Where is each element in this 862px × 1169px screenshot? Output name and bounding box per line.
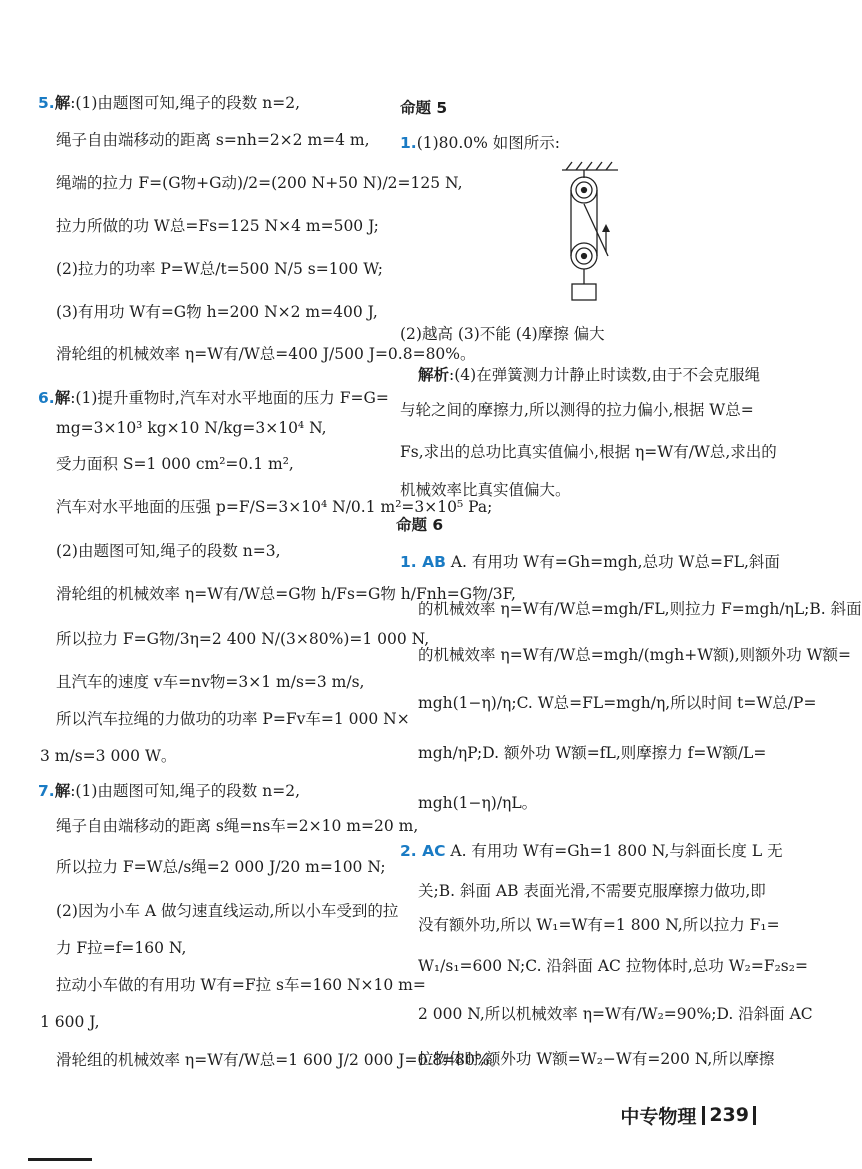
p6-answer-2-line-1: 2. AC A. 有用功 W有=Gh=1 800 N,与斜面长度 L 无 xyxy=(400,842,783,860)
fixed-pulley-axle xyxy=(582,188,587,193)
bottom-rule xyxy=(28,1158,92,1161)
p6-answer-2-line-3: 没有额外功,所以 W₁=W有=1 800 N,所以拉力 F₁= xyxy=(418,916,780,934)
section-heading-5: 命题 5 xyxy=(400,99,448,117)
answer-5-line-6: (3)有用功 W有=G物 h=200 N×2 m=400 J, xyxy=(56,303,378,321)
answer-5-line-1: 5.解:(1)由题图可知,绳子的段数 n=2, xyxy=(38,93,300,112)
section-heading-6: 命题 6 xyxy=(396,516,444,534)
footer-subject: 中专物理 xyxy=(620,1106,697,1128)
pull-arrow-icon xyxy=(602,224,610,232)
p6-answer-2-line-5: 2 000 N,所以机械效率 η=W有/W₂=90%;D. 沿斜面 AC xyxy=(418,1005,813,1023)
answer-6-line-9: 所以汽车拉绳的力做功的功率 P=Fv车=1 000 N× xyxy=(56,710,410,728)
p5-analysis-1: 解析:(4)在弹簧测力计静止时读数,由于不会克服绳 xyxy=(418,365,761,384)
p6-answer-1-line-2: 的机械效率 η=W有/W总=mgh/FL,则拉力 F=mgh/ηL;B. 斜面 xyxy=(418,600,862,618)
p5-analysis-3: Fs,求出的总功比真实值偏小,根据 η=W有/W总,求出的 xyxy=(400,443,777,461)
answer-6-line-3: 受力面积 S=1 000 cm²=0.1 m², xyxy=(56,455,294,473)
answer-5-line-3: 绳端的拉力 F=(G物+G动)/2=(200 N+50 N)/2=125 N, xyxy=(56,174,463,192)
p6-answer-2-line-6: 拉物体时,额外功 W额=W₂−W有=200 N,所以摩擦 xyxy=(418,1050,775,1068)
p6-answer-2-line-2: 关;B. 斜面 AB 表面光滑,不需要克服摩擦力做功,即 xyxy=(418,882,766,900)
page-number: 239 xyxy=(702,1106,756,1126)
ceiling-hatch xyxy=(566,162,612,170)
answer-6-line-2: mg=3×10³ kg×10 N/kg=3×10⁴ N, xyxy=(56,419,327,437)
p6-answer-1-line-1: 1. AB A. 有用功 W有=Gh=mgh,总功 W总=FL,斜面 xyxy=(400,553,780,571)
answer-7-line-6: 拉动小车做的有用功 W有=F拉 s车=160 N×10 m= xyxy=(56,976,426,994)
answer-5-line-2: 绳子自由端移动的距离 s=nh=2×2 m=4 m, xyxy=(56,131,370,149)
movable-pulley-axle xyxy=(582,254,587,259)
p6-answer-1-line-3: 的机械效率 η=W有/W总=mgh/(mgh+W额),则额外功 W额= xyxy=(418,646,851,664)
page-footer xyxy=(620,1102,756,1129)
answer-6-line-1: 6.解:(1)提升重物时,汽车对水平地面的压力 F=G= xyxy=(38,388,389,407)
answer-5-line-5: (2)拉力的功率 P=W总/t=500 N/5 s=100 W; xyxy=(56,260,384,278)
load-block xyxy=(572,284,596,300)
p5-answer-2: (2)越高 (3)不能 (4)摩擦 偏大 xyxy=(400,325,605,343)
p6-answer-1-line-5: mgh/ηP;D. 额外功 W额=fL,则摩擦力 f=W额/L= xyxy=(418,744,767,762)
answer-7-line-7: 1 600 J, xyxy=(40,1013,100,1031)
p5-answer-1: 1.(1)80.0% 如图所示: xyxy=(400,134,561,152)
answer-6-line-5: (2)由题图可知,绳子的段数 n=3, xyxy=(56,542,281,560)
answer-6-line-4: 汽车对水平地面的压强 p=F/S=3×10⁴ N/0.1 m²=3×10⁵ Pa; xyxy=(56,498,493,516)
answer-6-line-8: 且汽车的速度 v车=nv物=3×1 m/s=3 m/s, xyxy=(56,673,365,691)
answer-6-line-7: 所以拉力 F=G物/3η=2 400 N/(3×80%)=1 000 N, xyxy=(56,630,430,648)
p6-answer-2-line-4: W₁/s₁=600 N;C. 沿斜面 AC 拉物体时,总功 W₂=F₂s₂= xyxy=(418,957,808,975)
p6-answer-1-line-6: mgh(1−η)/ηL。 xyxy=(418,794,538,812)
p6-answer-1-line-4: mgh(1−η)/η;C. W总=FL=mgh/η,所以时间 t=W总/P= xyxy=(418,694,817,712)
answer-7-line-4: (2)因为小车 A 做匀速直线运动,所以小车受到的拉 xyxy=(56,902,399,920)
answer-7-line-1: 7.解:(1)由题图可知,绳子的段数 n=2, xyxy=(38,781,300,800)
pulley-diagram xyxy=(548,160,638,310)
answer-6-line-6: 滑轮组的机械效率 η=W有/W总=G物 h/Fs=G物 h/Fnh=G物/3F, xyxy=(56,585,516,603)
answer-6-line-10: 3 m/s=3 000 W。 xyxy=(40,747,177,765)
answer-7-line-8: 滑轮组的机械效率 η=W有/W总=1 600 J/2 000 J=0.8=80%。 xyxy=(56,1051,506,1069)
p5-analysis-4: 机械效率比真实值偏大。 xyxy=(400,481,571,499)
p5-analysis-2: 与轮之间的摩擦力,所以测得的拉力偏小,根据 W总= xyxy=(400,401,754,419)
answer-7-line-3: 所以拉力 F=W总/s绳=2 000 J/20 m=100 N; xyxy=(56,858,386,876)
answer-5-line-4: 拉力所做的功 W总=Fs=125 N×4 m=500 J; xyxy=(56,217,379,235)
answer-5-line-7: 滑轮组的机械效率 η=W有/W总=400 J/500 J=0.8=80%。 xyxy=(56,345,476,363)
answer-7-line-5: 力 F拉=f=160 N, xyxy=(56,939,187,957)
answer-7-line-2: 绳子自由端移动的距离 s绳=ns车=2×10 m=20 m, xyxy=(56,817,419,835)
